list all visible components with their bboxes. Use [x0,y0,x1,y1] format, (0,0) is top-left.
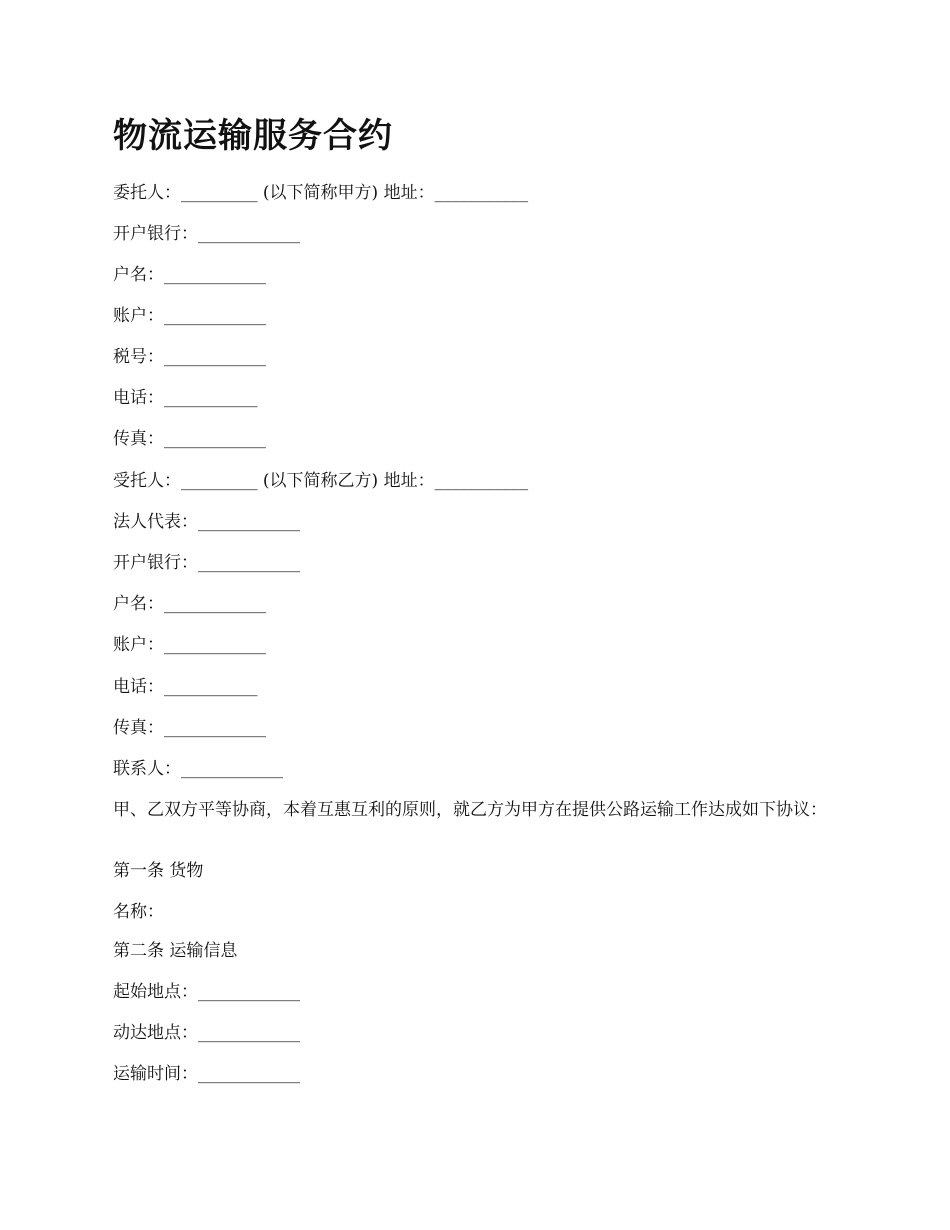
client-account-number-line: 账户：____________ [113,306,266,326]
trustee-bank-line: 开户银行：____________ [113,553,300,573]
client-bank-line: 开户银行：____________ [113,224,300,244]
arrival-location-line: 动达地点：____________ [113,1023,300,1043]
article-1-heading: 第一条 货物 [113,861,204,881]
trustee-legal-rep-line: 法人代表：____________ [113,512,300,532]
trustee-phone-line: 电话：___________ [113,677,258,697]
article-2-heading: 第二条 运输信息 [113,941,238,961]
client-name-address-line: 委托人：_________ (以下简称甲方) 地址：___________ [113,183,529,203]
client-phone-line: 电话：___________ [113,388,258,408]
start-location-line: 起始地点：____________ [113,982,300,1002]
goods-name-line: 名称： [113,902,164,922]
intro-paragraph: 甲、乙双方平等协商，本着互惠互利的原则，就乙方为甲方在提供公路运输工作达成如下协议： [113,800,827,820]
transport-time-line: 运输时间：____________ [113,1064,300,1084]
trustee-name-address-line: 受托人：_________ (以下简称乙方) 地址：___________ [113,471,529,491]
trustee-fax-line: 传真：____________ [113,718,266,738]
client-account-name-line: 户名：____________ [113,265,266,285]
trustee-account-number-line: 账户：____________ [113,635,266,655]
client-fax-line: 传真：____________ [113,429,266,449]
trustee-contact-line: 联系人：____________ [113,759,283,779]
document-title: 物流运输服务合约 [113,116,393,156]
trustee-account-name-line: 户名：____________ [113,594,266,614]
client-tax-number-line: 税号：____________ [113,347,266,367]
